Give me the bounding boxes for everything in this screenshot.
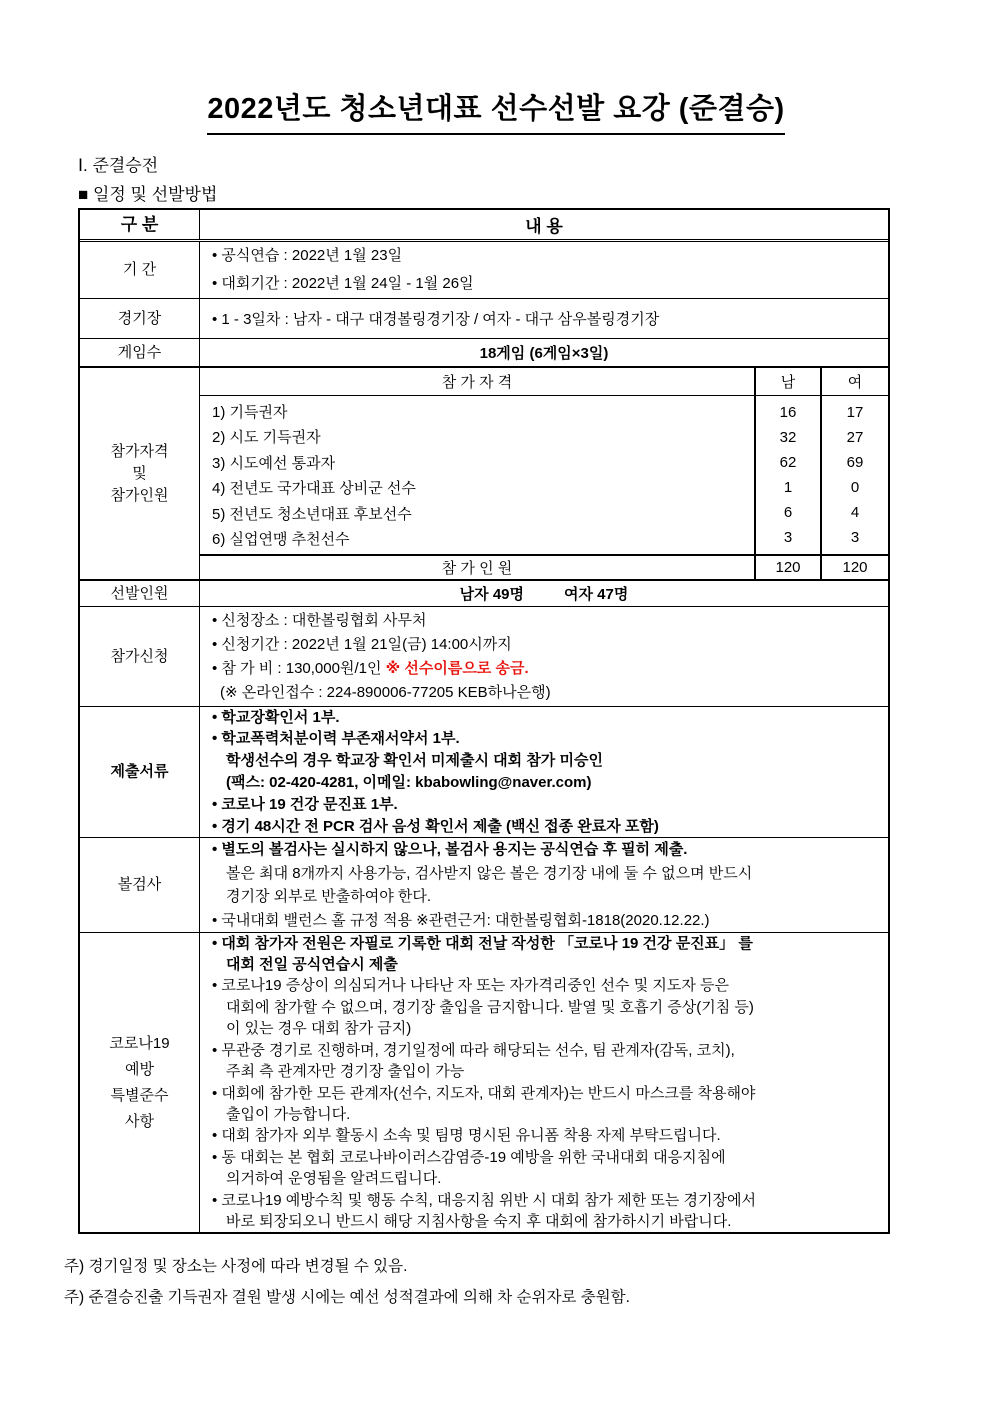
female-values — [822, 396, 888, 554]
text-line: 볼은 최대 8개까지 사용가능, 검사받지 않은 볼은 경기장 내에 둘 수 없으며 반드시 — [226, 864, 753, 882]
text-line: • 무관중 경기로 진행하며, 경기일정에 따라 해당되는 선수, 팀 관계자(감독, 코치), — [212, 1041, 735, 1059]
venue-label: 경기장 — [80, 299, 200, 338]
female-column-header: 여 — [822, 368, 888, 396]
text-line: (팩스: 02-420-4281, 이메일: kbabowling@naver.com) — [226, 774, 592, 791]
table-header-row — [80, 210, 888, 242]
male-values — [756, 396, 820, 554]
covid-label-line: 사항 — [125, 1112, 154, 1130]
documents-label: 제출서류 — [80, 707, 200, 837]
period-content — [200, 242, 888, 298]
list-item: 3) 시도예선 통과자 — [212, 454, 336, 472]
section-heading: Ⅰ. 준결승전 — [78, 156, 159, 175]
selection-female: 여자 47명 — [564, 586, 629, 603]
value-cell: 4 — [850, 504, 860, 521]
eligibility-label-line: 참가자격 — [110, 442, 169, 460]
period-row — [80, 242, 888, 298]
text-line: • 1 - 3일차 : 남자 - 대구 대경볼링경기장 / 여자 - 대구 삼우볼링경기장 — [212, 311, 660, 328]
header-content-cell: 내 용 — [525, 217, 563, 236]
eligibility-content — [200, 368, 888, 579]
selection-male: 남자 49명 — [459, 586, 524, 603]
text-line: • 대회에 참가한 모든 관계자(선수, 지도자, 대회 관계자)는 반드시 마스크를 착용해야 — [212, 1084, 756, 1102]
covid-content — [200, 933, 888, 1232]
text-line: • 코로나19 예방수칙 및 행동 수칙, 대응지침 위반 시 대회 참가 제한 또는 경기장에서 — [212, 1191, 756, 1209]
fee-warning-text: ※ 선수이름으로 송금. — [385, 659, 529, 677]
text-line — [200, 657, 888, 681]
footnote-1: 주) 경기일정 및 장소는 사정에 따라 변경될 수 있음. — [64, 1258, 408, 1275]
list-item: 5) 전년도 청소년대표 후보선수 — [212, 505, 412, 523]
eligibility-row — [80, 366, 888, 579]
venue-row — [80, 298, 888, 338]
eligibility-name-list — [200, 396, 754, 554]
selection-label: 선발인원 — [80, 581, 200, 606]
header-category-cell: 구 분 — [80, 210, 200, 239]
venue-content — [200, 299, 888, 338]
covid-label-line: 특별준수 — [110, 1086, 169, 1104]
eligibility-names-column — [200, 368, 754, 579]
text-line: 의거하여 운영됨을 알려드립니다. — [226, 1170, 442, 1188]
male-column — [754, 368, 822, 579]
ball-check-content — [200, 838, 888, 932]
eligibility-total-label: 참 가 인 원 — [200, 554, 754, 579]
text-line: • 공식연습 : 2022년 1월 23일 — [212, 247, 403, 264]
ball-check-row — [80, 837, 888, 932]
fee-text: • 참 가 비 : 130,000원/1인 — [212, 659, 386, 677]
value-cell: 0 — [850, 479, 860, 496]
list-item: 4) 전년도 국가대표 상비군 선수 — [212, 480, 416, 498]
eligibility-label-line: 및 — [132, 464, 147, 482]
text-line: 경기장 외부로 반출하여야 한다. — [226, 888, 432, 905]
eligibility-label — [80, 368, 200, 579]
text-line: • 대회 참가자 전원은 자필로 기록한 대회 전날 작성한 「코로나 19 건강 문진표」 를 — [212, 934, 753, 952]
value-cell: 32 — [779, 429, 797, 446]
text-line: 대회에 참가할 수 없으며, 경기장 출입을 금지합니다. 발열 및 호흡기 증상(기침 등) — [226, 998, 754, 1016]
text-line: • 신청기간 : 2022년 1월 21일(금) 14:00시까지 — [212, 635, 512, 653]
male-column-header: 남 — [756, 368, 820, 396]
covid-label-line: 예방 — [125, 1060, 154, 1078]
documents-content — [200, 707, 888, 837]
covid-label-line: 코로나19 — [109, 1034, 170, 1052]
period-label: 기 간 — [80, 242, 200, 298]
schedule-table — [78, 208, 890, 1234]
value-cell: 69 — [846, 454, 864, 471]
value-cell: 6 — [783, 504, 793, 521]
text-line: • 학교폭력처분이력 부존재서약서 1부. — [212, 730, 460, 748]
list-item: 1) 기득권자 — [212, 403, 288, 421]
text-line: 대회 전일 공식연습시 제출 — [226, 956, 398, 974]
games-content: 18게임 (6게임×3일) — [479, 345, 609, 362]
text-line: • 대회기간 : 2022년 1월 24일 - 1월 26일 — [212, 275, 474, 292]
value-cell: 1 — [783, 479, 793, 496]
value-cell: 27 — [846, 429, 864, 446]
subsection-heading: ■ 일정 및 선발방법 — [78, 185, 218, 204]
list-item: 6) 실업연맹 추천선수 — [212, 531, 350, 549]
value-cell: 62 — [779, 454, 797, 471]
selection-content — [200, 581, 888, 606]
text-line: 주최 측 관계자만 경기장 출입이 가능 — [226, 1063, 465, 1081]
games-row — [80, 338, 888, 366]
documents-row — [80, 706, 888, 837]
value-cell: 16 — [779, 404, 797, 421]
covid-row — [80, 932, 888, 1232]
value-cell: 17 — [846, 404, 864, 421]
footnote-2: 주) 준결승진출 기득권자 결원 발생 시에는 예선 성적결과에 의해 차 순위자로 충원함. — [64, 1289, 630, 1306]
application-row — [80, 606, 888, 706]
text-line: (※ 온라인접수 : 224-890006-77205 KEB하나은행) — [220, 683, 551, 701]
selection-row — [80, 579, 888, 606]
page-title-text: 2022년도 청소년대표 선수선발 요강 (준결승) — [207, 86, 784, 135]
text-line: • 코로나19 증상이 의심되거나 나타난 자 또는 자가격리중인 선수 및 지도자 등은 — [212, 977, 729, 995]
eligibility-subheader: 참 가 자 격 — [200, 368, 754, 396]
text-line: • 경기 48시간 전 PCR 검사 음성 확인서 제출 (백신 접종 완료자 포함) — [212, 817, 659, 835]
page-title — [0, 86, 992, 135]
text-line: • 코로나 19 건강 문진표 1부. — [212, 795, 398, 813]
value-cell: 3 — [783, 529, 793, 546]
male-total: 120 — [756, 554, 820, 579]
text-line: 학생선수의 경우 학교장 확인서 미제출시 대회 참가 미승인 — [226, 752, 603, 770]
list-item: 2) 시도 기득권자 — [212, 429, 321, 447]
text-line: • 동 대회는 본 협회 코로나바이러스감염증-19 예방을 위한 국내대회 대응지침에 — [212, 1148, 726, 1166]
text-line: 출입이 가능합니다. — [226, 1105, 351, 1123]
text-line: • 신청장소 : 대한볼링협회 사무처 — [212, 611, 427, 629]
text-line: • 국내대회 밸런스 홀 규정 적용 ※관련근거: 대한볼링협회-1818(2020.12.22.) — [212, 911, 710, 929]
female-total: 120 — [822, 554, 888, 579]
eligibility-label-line: 참가인원 — [110, 486, 169, 504]
female-column — [822, 368, 888, 579]
application-label: 참가신청 — [80, 607, 200, 706]
text-line: • 별도의 볼검사는 실시하지 않으나, 볼검사 용지는 공식연습 후 필히 제출. — [212, 841, 688, 858]
text-line: 이 있는 경우 대회 참가 금지) — [226, 1020, 412, 1038]
text-line: • 학교장확인서 1부. — [212, 708, 340, 726]
ball-check-label: 볼검사 — [80, 838, 200, 932]
value-cell: 3 — [850, 529, 860, 546]
text-line: • 대회 참가자 외부 활동시 소속 및 팀명 명시된 유니폼 착용 자제 부탁드립니다. — [212, 1127, 721, 1145]
application-content — [200, 607, 888, 706]
text-line: 바로 퇴장되오니 반드시 해당 지침사항을 숙지 후 대회에 참가하시기 바랍니다. — [226, 1212, 732, 1230]
covid-label — [80, 933, 200, 1232]
games-label: 게임수 — [80, 339, 200, 366]
